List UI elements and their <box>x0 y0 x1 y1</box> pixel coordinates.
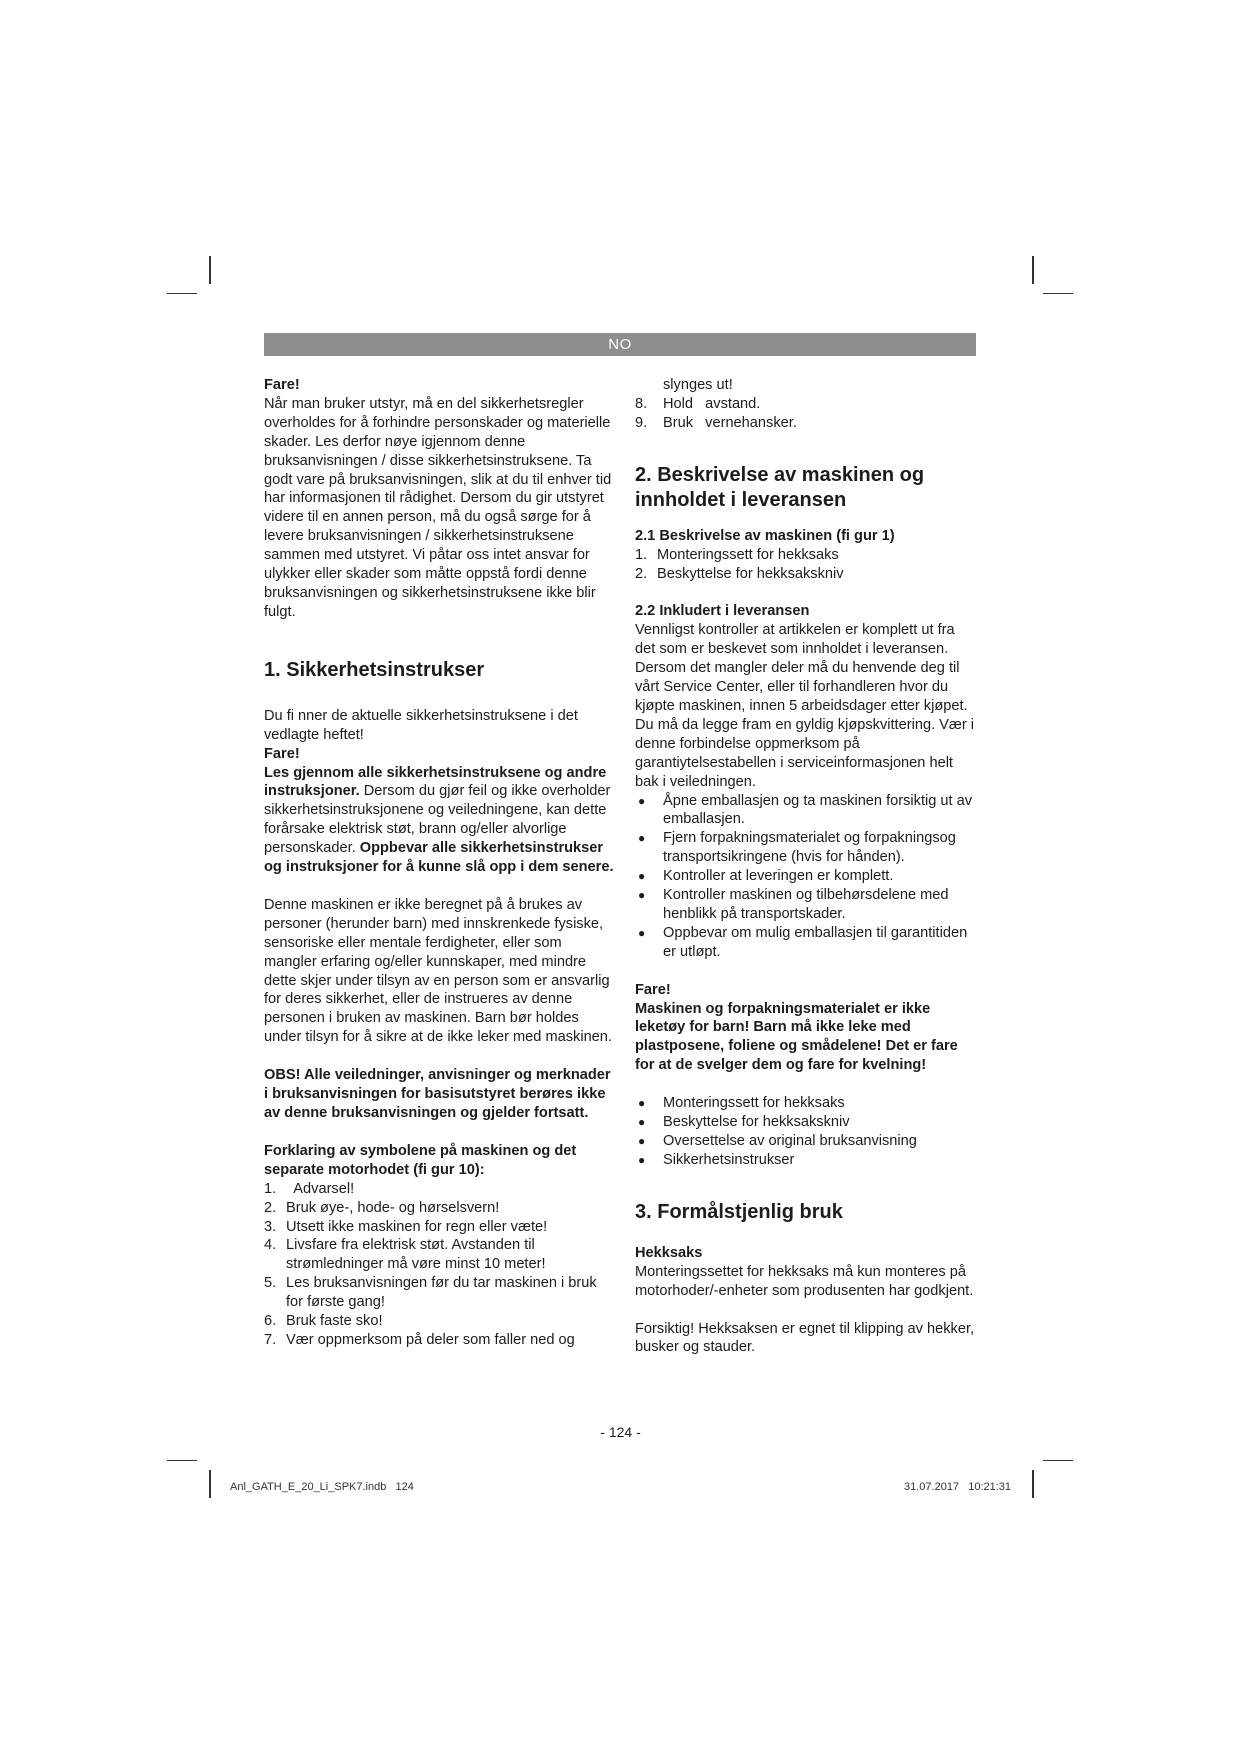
hedge-trimmer-heading: Hekksaks <box>635 1244 703 1261</box>
list-item <box>264 1180 614 1199</box>
list-item <box>635 1113 977 1132</box>
list-item <box>264 1199 614 1218</box>
list-text: Beskyttelse for hekksakskniv <box>657 565 844 582</box>
bullet-icon: ● <box>638 1115 646 1130</box>
section-2-1-heading: 2.1 Beskrivelse av maskinen (fi gur 1) <box>635 527 895 544</box>
list-text: Advarsel! <box>286 1180 355 1197</box>
list-number: 4. <box>264 1237 277 1254</box>
list-text: Livsfare fra elektrisk støt. Avstanden til strømledninger må vøre minst 10 meter! <box>286 1237 546 1273</box>
list-number: 6. <box>264 1313 277 1330</box>
list-text: Vær oppmerksom på deler som faller ned og <box>286 1331 575 1348</box>
bullet-icon: ● <box>638 1152 646 1167</box>
list-item <box>635 395 977 414</box>
file-slug: Anl_GATH_E_20_Li_SPK7.indb 124 <box>230 1481 414 1493</box>
hedge-trimmer-warning: Forsiktig! Hekksaksen er egnet til klipping av hekker, busker og stauder. <box>635 1320 975 1356</box>
crop-mark <box>209 256 211 284</box>
list-item <box>635 414 977 433</box>
continued-text: slynges ut! <box>663 377 733 393</box>
symbols-heading: Forklaring av symbolene på maskinen og det separate motorhodet (fi gur 10): <box>264 1142 577 1178</box>
section-2-2-text: Vennligst kontroller at artikkelen er komplett ut fra det som er beskevet som innholdet i leveransen. Dersom det mangler deler må du henvende deg til vårt Service Center, eller til forhandleren hvor du kjøpte maskinen, innen 5 arbeidsdager etter kjøpet. Du må da legge fram en gyldig kjøpskvittering. Vær i denne forbindelse oppmerksom på garantiytelsestabellen i serviceinformasjonen helt bak i veiledningen. <box>635 622 975 790</box>
list-text: Bruk øye-, hode- og hørselsvern! <box>286 1199 500 1216</box>
list-number: 1. <box>635 546 648 563</box>
list-text: Sikkerhetsinstrukser <box>663 1151 795 1168</box>
list-text: Bruk vernehansker. <box>663 414 797 431</box>
page-number: - 124 - <box>600 1424 641 1440</box>
language-header-bar <box>264 333 976 356</box>
list-text: Kontroller at leveringen er komplett. <box>663 868 894 885</box>
list-number: 5. <box>264 1275 277 1292</box>
list-item <box>635 1132 977 1151</box>
bullet-icon: ● <box>638 1134 646 1148</box>
crop-mark <box>1043 1460 1073 1461</box>
list-text: Les bruksanvisningen før du tar maskinen i bruk for første gang! <box>286 1275 597 1311</box>
section-2-2-heading: 2.2 Inkludert i leveransen <box>635 603 810 620</box>
list-text: Beskyttelse for hekksakskniv <box>663 1114 850 1131</box>
list-text: Oversettelse av original bruksanvisning <box>663 1133 917 1149</box>
contents-list <box>635 1094 977 1170</box>
section-3-heading: 3. Formålstjenlig bruk <box>635 1200 843 1223</box>
list-item <box>635 1094 977 1113</box>
list-text: Åpne emballasjen og ta maskinen forsiktig ut av emballasjen. <box>663 792 973 828</box>
list-text: Kontroller maskinen og tilbehørsdelene med henblikk på transportskader. <box>663 887 949 922</box>
section-1-paragraph: Du fi nner de aktuelle sikkerhetsinstruksene i det vedlagte heftet! <box>264 707 578 743</box>
bullet-icon: ● <box>638 888 646 903</box>
right-column <box>635 376 977 1357</box>
bullet-icon: ● <box>638 1096 646 1111</box>
bullet-icon: ● <box>638 793 646 808</box>
danger-title: Fare! <box>635 981 671 998</box>
list-item <box>635 829 977 867</box>
list-number: 1. <box>264 1180 277 1197</box>
danger-text: Maskinen og forpakningsmaterialet er ikke leketøy for barn! Barn må ikke leke med plastposene, foliene og smådelene! Det er fare for at de svelger dem og fare for kvelning! <box>635 1000 958 1074</box>
list-number: 7. <box>264 1331 277 1348</box>
list-item <box>635 867 977 886</box>
continued-list <box>635 395 977 433</box>
obs-note: OBS! Alle veiledninger, anvisninger og merknader i bruksanvisningen for basisutstyret berøres ikke av denne bruksanvisningen og gjelder fortsatt. <box>264 1067 611 1121</box>
list-number: 3. <box>264 1218 277 1235</box>
unpack-list <box>635 792 977 962</box>
symbols-list <box>264 1180 614 1350</box>
list-item <box>635 565 977 584</box>
list-item <box>635 792 977 830</box>
list-item <box>264 1236 614 1274</box>
crop-mark <box>167 293 197 294</box>
list-number: 8. <box>635 395 648 412</box>
section-2-heading: 2. Beskrivelse av maskinen og innholdet i leveransen <box>635 463 925 511</box>
section-1-fare: Fare! <box>264 745 300 762</box>
list-text: Bruk faste sko! <box>286 1313 383 1330</box>
section-1-warning <box>264 764 614 877</box>
crop-mark <box>1043 293 1073 294</box>
warning-text: Dersom du gjør feil og ikke overholder sikkerhetsinstruksjonene og veiledningene, kan dette forårsake elektrisk støt, brann og/eller alvorlige personskader. <box>264 783 611 857</box>
warning-bold-1: Les gjennom alle sikkerhetsinstruksene og andre instruksjoner. <box>264 764 607 800</box>
hedge-trimmer-text: Monteringssettet for hekksaks må kun monteres på motorhoder/-enheter som produsenten har godkjent. <box>635 1263 974 1299</box>
list-number: 2. <box>635 565 648 582</box>
list-item <box>635 546 977 565</box>
section-1-paragraph-2: Denne maskinen er ikke beregnet på å brukes av personer (herunder barn) med innskrenkede fysiske, sensoriske eller mentale ferdigheter, eller som mangler erfaring og/eller kunnskaper, med mindre dette skjer under tilsyn av en person som er ansvarlig for deres sikkerhet, eller de instrueres av denne personen i bruken av maskinen. Barn bør holdes under tilsyn for å sikre at de ikke leker med maskinen. <box>264 896 612 1046</box>
bullet-icon: ● <box>638 831 646 846</box>
warning-bold-2: Oppbevar alle sikkerhetsinstrukser og instruksjoner for å kunne slå opp i dem senere. <box>264 840 614 876</box>
list-text: Fjern forpakningsmaterialet og forpakningsog transportsikringene (hvis for hånden). <box>663 830 956 866</box>
list-number: 9. <box>635 414 648 431</box>
list-item <box>635 1151 977 1170</box>
list-item <box>635 886 977 924</box>
list-item <box>264 1331 614 1350</box>
list-text: Hold avstand. <box>663 395 761 412</box>
list-text: Utsett ikke maskinen for regn eller væte! <box>286 1218 548 1235</box>
list-text: Monteringssett for hekksaks <box>657 546 839 563</box>
bullet-icon: ● <box>638 925 646 940</box>
list-item <box>635 924 977 962</box>
intro-title: Fare! <box>264 377 300 393</box>
left-column <box>264 376 614 1350</box>
list-item <box>264 1274 614 1312</box>
section-1-heading: 1. Sikkerhetsinstrukser <box>264 658 485 681</box>
bullet-icon: ● <box>638 869 646 884</box>
crop-mark <box>1032 1470 1034 1498</box>
intro-text: Når man bruker utstyr, må en del sikkerhetsregler overholdes for å forhindre personskader og materielle skader. Les derfor nøye igjennom denne bruksanvisningen / disse sikkerhetsinstruksene. Ta godt vare på bruksanvisningen, slik at du til enhver tid har informasjonen til rådighet. Dersom du gir utstyret videre til en annen person, må du også sørge for å levere bruksanvisningen / sikkerhetsinstruksene sammen med utstyret. Vi påtar oss intet ansvar for ulykker eller skader som måtte oppstå fordi denne bruksanvisningen og sikkerhetsinstruksene ikke blir fulgt. <box>264 395 612 620</box>
crop-mark <box>209 1470 211 1498</box>
language-code: NO <box>608 336 632 353</box>
print-datetime: 31.07.2017 10:21:31 <box>904 1481 1012 1493</box>
list-text: Monteringssett for hekksaks <box>663 1095 845 1112</box>
list-number: 2. <box>264 1199 277 1216</box>
list-text: Oppbevar om mulig emballasjen til garantitiden er utløpt. <box>663 924 968 960</box>
machine-parts-list <box>635 546 977 584</box>
list-item <box>264 1312 614 1331</box>
list-item <box>264 1218 614 1237</box>
crop-mark <box>1032 256 1034 284</box>
crop-mark <box>167 1460 197 1461</box>
